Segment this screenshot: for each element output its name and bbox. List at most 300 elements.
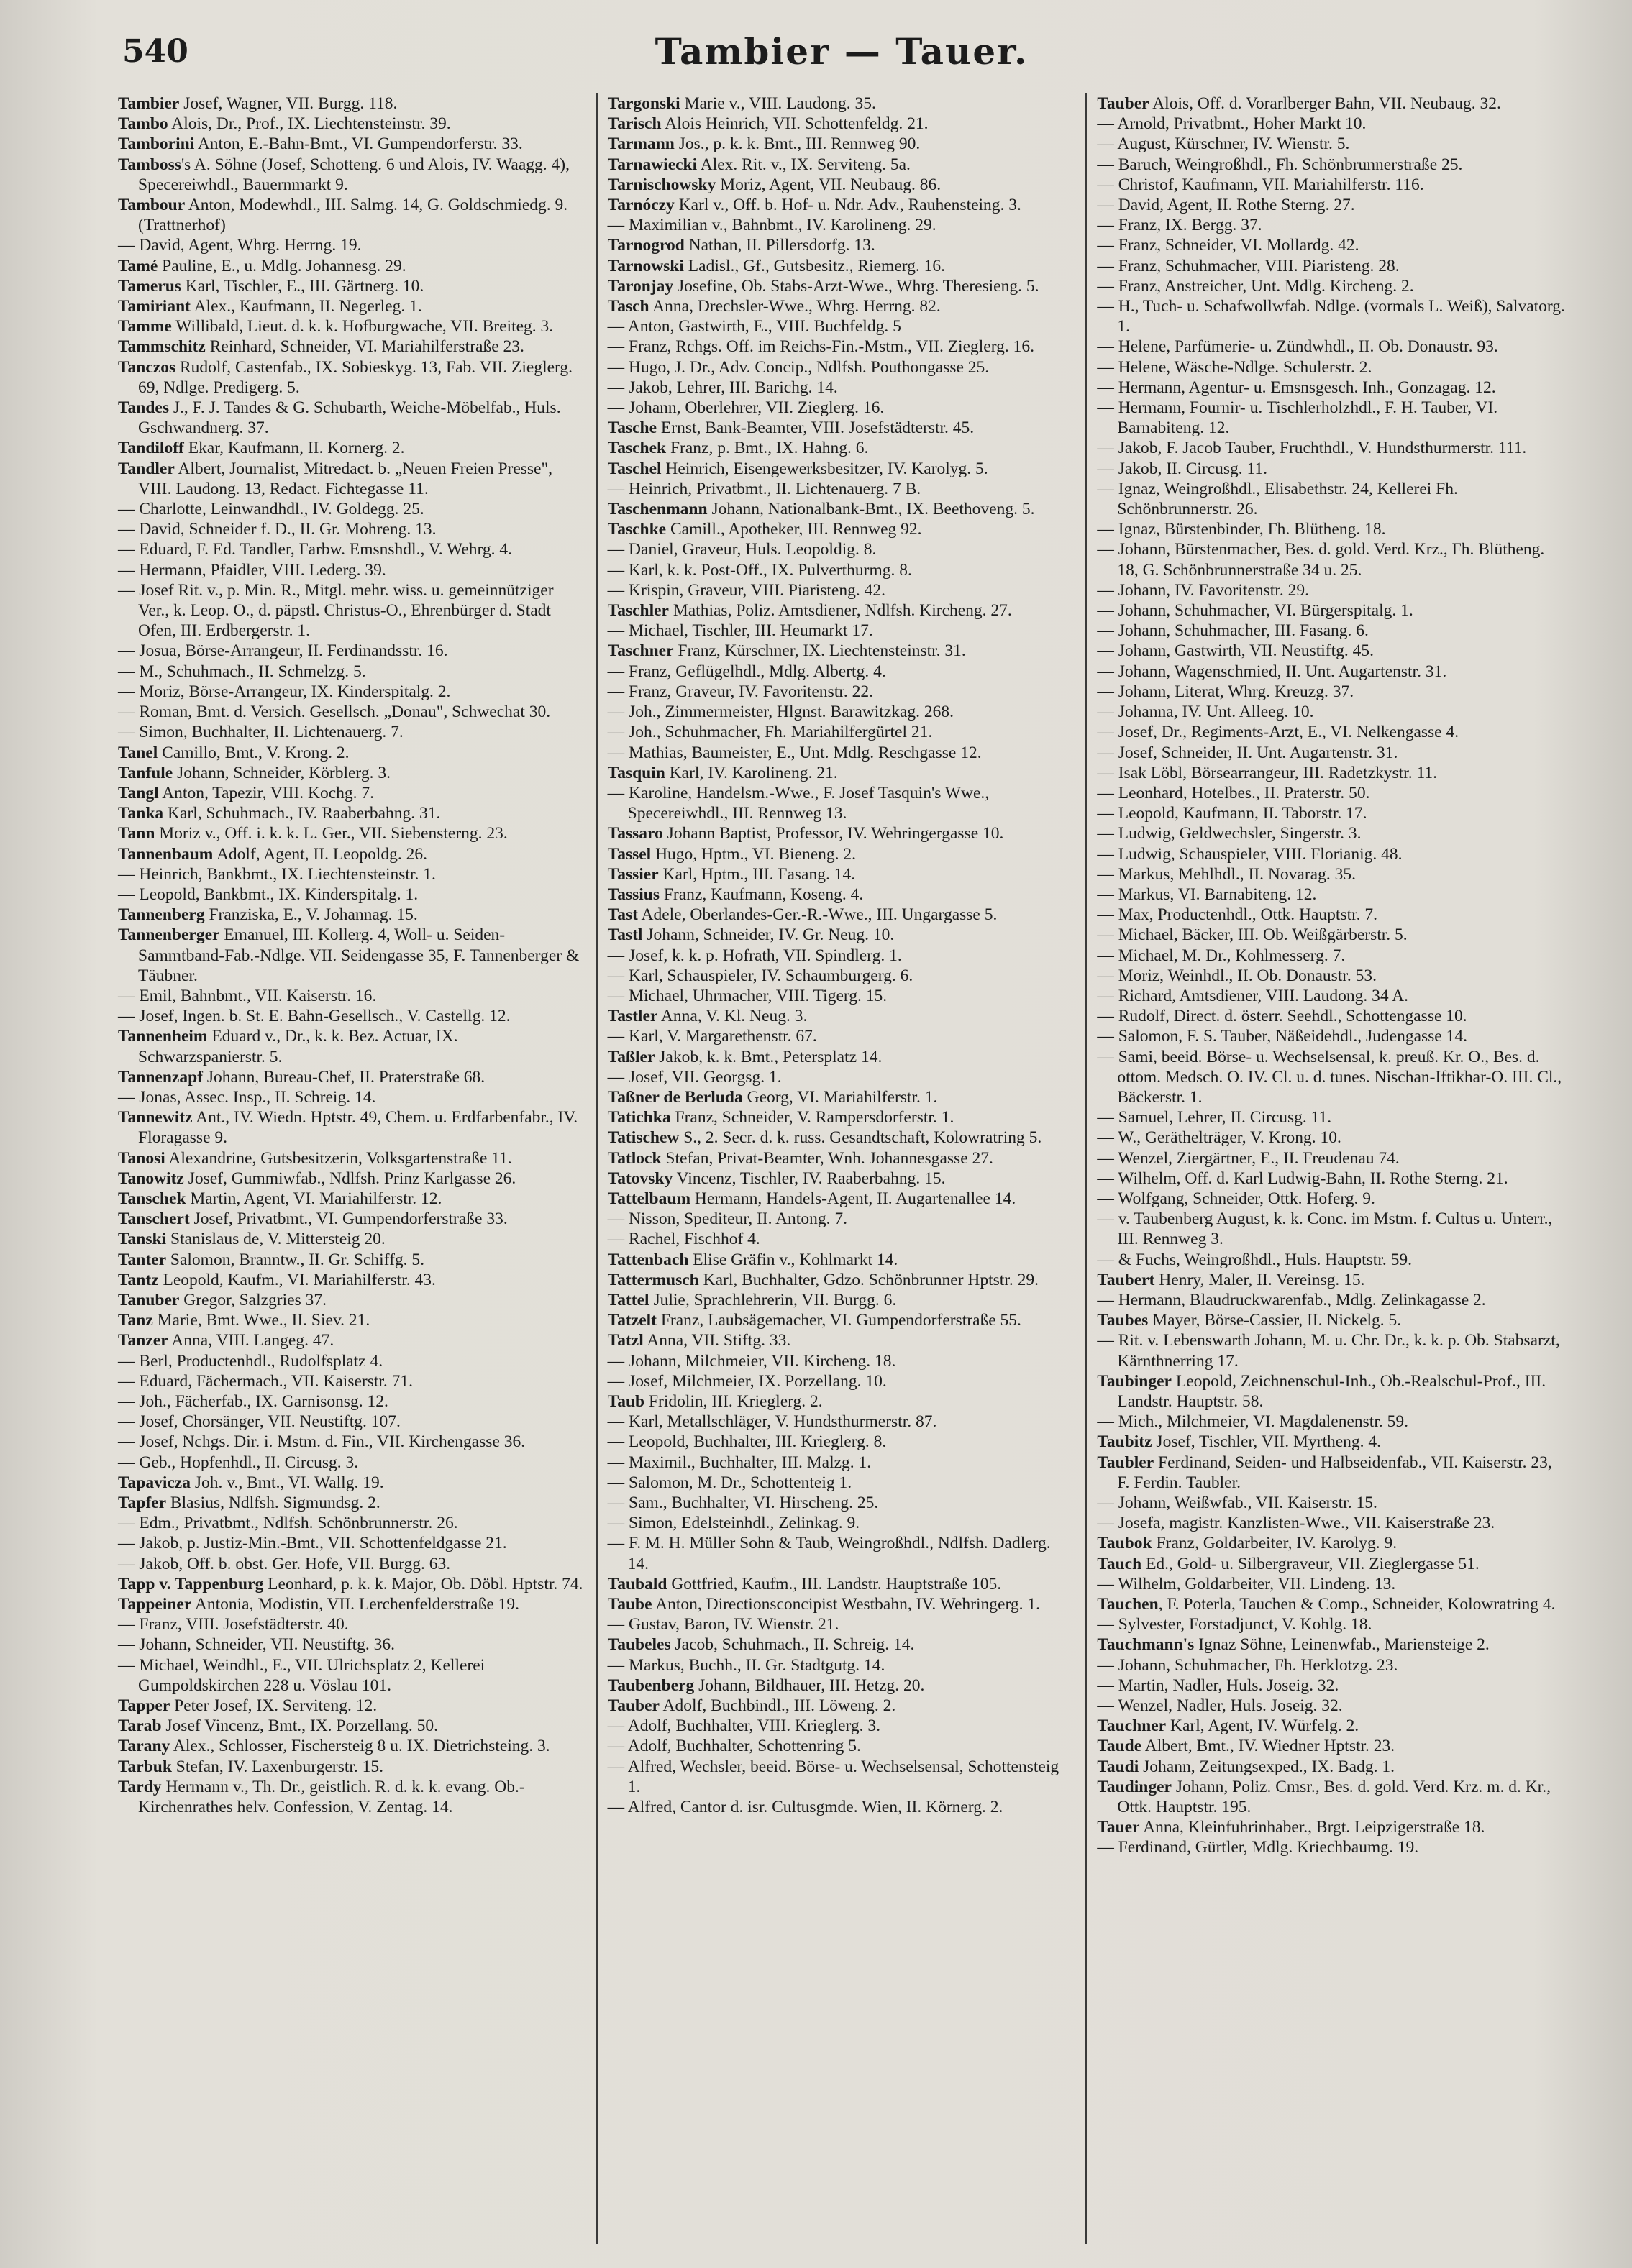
entry-surname: Tannenzapf (118, 1067, 203, 1087)
entry-details: — Josef, Chorsänger, VII. Neustiftg. 107. (118, 1412, 401, 1432)
entry-details: — Franz, Schuhmacher, VIII. Piaristeng. 28. (1097, 256, 1400, 275)
directory-entry (1097, 296, 1565, 337)
entry-details: Julie, Sprachlehrerin, VII. Burgg. 6. (649, 1290, 897, 1309)
directory-entry (1097, 1736, 1565, 1756)
directory-entry (118, 195, 586, 235)
directory-entry (1097, 1047, 1565, 1108)
entry-details: Anton, Tapezir, VIII. Kochg. 7. (158, 783, 374, 803)
entry-surname: Taub (607, 1392, 645, 1411)
directory-entry (608, 682, 1076, 702)
directory-entry (608, 539, 1076, 559)
entry-surname: Tassel (607, 844, 652, 864)
entry-surname: Tarisch (607, 114, 662, 134)
entry-details: — Helene, Parfümerie- u. Zündwhdl., II. Ob. Donaustr. 93. (1097, 337, 1498, 357)
directory-entry (1097, 1128, 1565, 1148)
directory-entry (1097, 905, 1565, 925)
entry-details: Nathan, II. Pillersdorfg. 13. (684, 236, 875, 255)
directory-entry (608, 1371, 1076, 1391)
entry-surname: Taschel (607, 459, 662, 478)
entry-details: — Jakob, p. Justiz-Min.-Bmt., VII. Schottenfeldgasse 21. (118, 1534, 507, 1553)
directory-entry (608, 560, 1076, 580)
entry-details: Franz, Schneider, V. Rampersdorferstr. 1. (670, 1108, 954, 1128)
entry-details: Camillo, Bmt., V. Krong. 2. (158, 743, 350, 762)
directory-entry (608, 884, 1076, 905)
entry-surname: Tannenberg (118, 905, 205, 925)
directory-entry (118, 1391, 586, 1412)
entry-details: Hermann v., Th. Dr., geistlich. R. d. k. k. evang. Ob.-Kirchenrathes helv. Confession, V. Zentag. 14. (138, 1777, 525, 1817)
directory-entry (608, 519, 1076, 539)
directory-entry (608, 337, 1076, 357)
entry-details: Leopold, Zeichnenschul-Inh., Ob.-Realschul-Prof., III. Landstr. Hauptstr. 58. (1117, 1371, 1546, 1411)
entry-surname: Tattermusch (607, 1270, 699, 1289)
directory-entry (118, 905, 586, 925)
directory-entry (118, 823, 586, 843)
directory-entry (118, 702, 586, 722)
entry-details: — Salomon, F. S. Tauber, Näßeidehdl., Judengasse 14. (1097, 1027, 1467, 1046)
directory-entry (608, 1229, 1076, 1249)
entry-details: — Johann, Schuhmacher, VI. Bürgerspitalg. 1. (1097, 601, 1413, 621)
directory-entry (608, 986, 1076, 1006)
directory-entry (1097, 743, 1565, 763)
directory-entry (118, 539, 586, 559)
entry-details: — Johanna, IV. Unt. Alleeg. 10. (1097, 703, 1314, 722)
directory-entry (608, 1473, 1076, 1493)
directory-entry (118, 1554, 586, 1574)
page-number: 540 (122, 33, 188, 70)
directory-entry (608, 499, 1076, 519)
entry-surname: Tambo (118, 114, 168, 134)
directory-entry (608, 580, 1076, 600)
directory-entry (1097, 823, 1565, 843)
entry-surname: Tanuber (118, 1290, 180, 1309)
entry-details: — Max, Productenhdl., Ottk. Hauptstr. 7. (1097, 905, 1378, 925)
entry-details: Jos., p. k. k. Bmt., III. Rennweg 90. (674, 134, 921, 154)
entry-details: — Samuel, Lehrer, II. Circusg. 11. (1097, 1108, 1332, 1128)
directory-entry (118, 1148, 586, 1169)
directory-entry (118, 1716, 586, 1736)
directory-entry (118, 235, 586, 255)
entry-details: — Sami, beeid. Börse- u. Wechselsensal, k. preuß. Kr. O., Bes. d. ottom. Medsch. O. IV. Cl. u. d. tunes. Nischan-Iftikhar-O. III. Cl., Bäckerstr. 1. (1097, 1047, 1562, 1107)
entry-details: — Mich., Milchmeier, VI. Magdalenenstr. 59. (1097, 1412, 1408, 1432)
entry-surname: Taßler (607, 1047, 655, 1066)
directory-entry (1097, 1209, 1565, 1249)
entry-details: — Josef, VII. Georgsg. 1. (607, 1067, 782, 1087)
directory-entry (608, 1675, 1076, 1696)
directory-entry (608, 1797, 1076, 1817)
entry-details: — Gustav, Baron, IV. Wienstr. 21. (607, 1615, 839, 1634)
entry-details: — Josef, Schneider, II. Unt. Augartenstr. 31. (1097, 743, 1398, 762)
directory-entry (1097, 1270, 1565, 1290)
directory-entry (1097, 1169, 1565, 1189)
directory-entry (1097, 1513, 1565, 1533)
entry-details: Karl, Agent, IV. Würfelg. 2. (1166, 1716, 1359, 1736)
directory-entry (1097, 783, 1565, 803)
entry-surname: Taubinger (1097, 1371, 1172, 1391)
entry-details: — Karl, Schauspieler, IV. Schaumburgerg. 6. (607, 966, 913, 985)
entry-details: — Josef, Nchgs. Dir. i. Mstm. d. Fin., VII. Kirchengasse 36. (118, 1432, 526, 1452)
directory-entry (608, 155, 1076, 175)
directory-entry (118, 682, 586, 702)
directory-entry (118, 155, 586, 195)
entry-details: — Maximil., Buchhalter, III. Malzg. 1. (607, 1453, 872, 1472)
directory-columns (108, 93, 1575, 2244)
entry-details: Franziska, E., V. Johannag. 15. (204, 905, 418, 925)
directory-entry (118, 1209, 586, 1229)
entry-surname: Tastler (607, 1007, 658, 1026)
entry-details: — Adolf, Buchhalter, Schottenring 5. (607, 1737, 861, 1756)
entry-details: — Maximilian v., Bahnbmt., IV. Karolineng. 29. (607, 216, 936, 235)
entry-details: — Roman, Bmt. d. Versich. Gesellsch. „Donau", Schwechat 30. (118, 703, 551, 722)
entry-details: — Michael, Uhrmacher, VIII. Tigerg. 15. (607, 986, 888, 1005)
entry-surname: Taube (607, 1595, 652, 1614)
entry-details: — Johann, Gastwirth, VII. Neustiftg. 45. (1097, 641, 1375, 661)
entry-details: — Helene, Wäsche-Ndlge. Schulerstr. 2. (1097, 357, 1372, 377)
directory-entry (118, 296, 586, 316)
entry-details: — Ludwig, Geldwechsler, Singerstr. 3. (1097, 824, 1362, 843)
directory-entry (608, 1757, 1076, 1797)
directory-entry (1097, 1817, 1565, 1837)
entry-details: — Eduard, F. Ed. Tandler, Farbw. Emsnshdl., V. Wehrg. 4. (118, 540, 513, 559)
directory-entry (1097, 1655, 1565, 1675)
entry-details: Alois, Dr., Prof., IX. Liechtensteinstr. 39. (168, 114, 451, 134)
entry-details: — W., Geräthelträger, V. Krong. 10. (1097, 1128, 1341, 1148)
entry-surname: Tambour (118, 196, 186, 215)
entry-details: Franz, Goldarbeiter, IV. Karolyg. 9. (1152, 1534, 1398, 1553)
entry-surname: Tatzl (607, 1331, 644, 1350)
entry-surname: Taubes (1097, 1311, 1149, 1330)
directory-entry (608, 418, 1076, 438)
entry-details: Franz, Laubsägemacher, VI. Gumpendorferstraße 55. (656, 1311, 1021, 1330)
directory-entry (608, 702, 1076, 722)
entry-details: Peter Josef, IX. Serviteng. 12. (170, 1696, 378, 1716)
page-header (108, 27, 1575, 78)
directory-entry (118, 1473, 586, 1493)
directory-entry (118, 1574, 586, 1594)
directory-entry (1097, 134, 1565, 154)
entry-surname: Tamerus (118, 276, 181, 296)
entry-details: — August, Kürschner, IV. Wienstr. 5. (1097, 134, 1350, 154)
entry-details: — Joh., Schuhmacher, Fh. Mariahilfergürtel 21. (607, 723, 933, 742)
directory-entry (608, 1047, 1076, 1067)
entry-surname: Tarnowski (607, 256, 684, 275)
entry-details: — Ludwig, Schauspieler, VIII. Florianig. 48. (1097, 844, 1403, 864)
directory-entry (1097, 155, 1565, 175)
entry-surname: Taubald (607, 1574, 667, 1593)
directory-entry (118, 1432, 586, 1452)
directory-entry (1097, 946, 1565, 966)
entry-details: Ladisl., Gf., Gutsbesitz., Riemerg. 16. (683, 256, 946, 275)
entry-details: Albert, Journalist, Mitredact. b. „Neuen Freien Presse", VIII. Laudong. 13, Redact. Fichtegasse 11. (138, 459, 552, 498)
entry-details: Anton, E.-Bahn-Bmt., VI. Gumpendorferstr. 33. (194, 134, 523, 154)
entry-surname: Taronjay (607, 276, 674, 296)
directory-entry (118, 519, 586, 539)
directory-entry (1097, 702, 1565, 722)
entry-details: J., F. J. Tandes & G. Schubarth, Weiche-Möbelfab., Huls. Gschwandnerg. 37. (138, 398, 561, 438)
entry-details: — Johann, Milchmeier, VII. Kircheng. 18. (607, 1351, 896, 1371)
directory-entry (1097, 641, 1565, 661)
entry-details: — Ignaz, Bürstenbinder, Fh. Blütheng. 18. (1097, 520, 1386, 539)
directory-entry (608, 93, 1076, 114)
entry-details: — M., Schuhmach., II. Schmelzg. 5. (118, 662, 366, 681)
entry-details: — Markus, Mehlhdl., II. Novarag. 35. (1097, 864, 1356, 884)
entry-surname: Tandler (118, 459, 175, 478)
entry-details: Mayer, Börse-Cassier, II. Nickelg. 5. (1148, 1311, 1402, 1330)
directory-entry (608, 1169, 1076, 1189)
entry-surname: Tatzelt (607, 1311, 657, 1330)
entry-details: Gregor, Salzgries 37. (179, 1290, 327, 1309)
entry-details: — Anton, Gastwirth, E., VIII. Buchfeldg. 5 (607, 317, 901, 337)
directory-entry (118, 884, 586, 905)
entry-details: — Wenzel, Ziergärtner, E., II. Freudenau 74. (1097, 1148, 1400, 1168)
directory-entry (1097, 459, 1565, 479)
entry-details: — Franz, Schneider, VI. Mollardg. 42. (1097, 236, 1359, 255)
directory-entry (118, 925, 586, 986)
entry-surname: Tassier (607, 864, 659, 884)
entry-surname: Tarab (118, 1716, 162, 1736)
directory-entry (118, 1777, 586, 1817)
entry-details: — Charlotte, Leinwandhdl., IV. Goldegg. 25. (118, 500, 424, 519)
entry-surname: Tarnogrod (607, 236, 685, 255)
directory-entry (118, 337, 586, 357)
entry-details: Stefan, Privat-Beamter, Wnh. Johannesgasse 27. (661, 1148, 993, 1168)
directory-entry (118, 1655, 586, 1696)
entry-details: — Arnold, Privatbmt., Hoher Markt 10. (1097, 114, 1367, 134)
directory-entry (1097, 175, 1565, 195)
entry-surname: Taubert (1097, 1270, 1155, 1289)
entry-surname: Tatichka (607, 1108, 671, 1128)
entry-details: Johann, Nationalbank-Bmt., IX. Beethoveng. 5. (707, 500, 1035, 519)
entry-surname: Tannenbaum (118, 844, 214, 864)
entry-surname: Tapavicza (118, 1473, 191, 1492)
entry-details: — Wilhelm, Off. d. Karl Ludwig-Bahn, II. Rothe Sterng. 21. (1097, 1169, 1508, 1188)
directory-entry (1097, 682, 1565, 702)
directory-entry (608, 1614, 1076, 1634)
directory-entry (118, 763, 586, 783)
entry-details: — Johann, Wagenschmied, II. Unt. Augartenstr. 31. (1097, 662, 1447, 681)
entry-details: Hugo, Hptm., VI. Bieneng. 2. (651, 844, 857, 864)
entry-details: Johann, Schneider, IV. Gr. Neug. 10. (642, 925, 895, 945)
entry-details: — Leopold, Kaufmann, II. Taborstr. 17. (1097, 804, 1367, 823)
directory-entry (608, 1087, 1076, 1107)
directory-entry (118, 1736, 586, 1756)
directory-entry (1097, 93, 1565, 114)
directory-entry (608, 1067, 1076, 1087)
entry-details: Alexandrine, Gutsbesitzerin, Volksgartenstraße 11. (165, 1148, 512, 1168)
directory-entry (118, 1310, 586, 1330)
entry-surname: Tasche (607, 419, 657, 438)
entry-details: — Johann, Schneider, VII. Neustiftg. 36. (118, 1635, 396, 1655)
entry-surname: Taschner (607, 641, 674, 661)
directory-entry (1097, 1493, 1565, 1513)
directory-entry (118, 844, 586, 864)
entry-surname: Tapfer (118, 1494, 167, 1513)
entry-surname: Tassaro (607, 824, 663, 843)
directory-entry (118, 783, 586, 803)
entry-details: — Daniel, Graveur, Huls. Leopoldig. 8. (607, 540, 877, 559)
directory-entry (118, 560, 586, 580)
entry-details: — Christof, Kaufmann, VII. Mariahilferstr. 116. (1097, 175, 1424, 194)
directory-entry (118, 114, 586, 134)
entry-details: Blasius, Ndlfsh. Sigmundsg. 2. (166, 1494, 380, 1513)
entry-details: S., 2. Secr. d. k. russ. Gesandtschaft, Kolowratring 5. (679, 1128, 1042, 1148)
entry-surname: Tarnóczy (607, 196, 675, 215)
entry-details: Jacob, Schuhmach., II. Schreig. 14. (670, 1635, 915, 1655)
directory-entry (1097, 276, 1565, 296)
directory-entry (118, 1270, 586, 1290)
directory-entry (1097, 215, 1565, 235)
entry-details: Johann Baptist, Professor, IV. Wehringergasse 10. (662, 824, 1004, 843)
entry-details: Heinrich, Eisengewerksbesitzer, IV. Karolyg. 5. (661, 459, 988, 478)
entry-details: Anna, V. Kl. Neug. 3. (657, 1007, 808, 1026)
entry-details: — Markus, VI. Barnabiteng. 12. (1097, 884, 1317, 904)
entry-details: — Heinrich, Bankbmt., IX. Liechtensteinstr. 1. (118, 864, 436, 884)
directory-entry (118, 1169, 586, 1189)
entry-surname: Tasquin (607, 763, 665, 782)
directory-entry (118, 398, 586, 438)
directory-entry (1097, 844, 1565, 864)
entry-surname: Tauch (1097, 1554, 1142, 1573)
entry-details: — Rudolf, Direct. d. österr. Seehdl., Schottengasse 10. (1097, 1007, 1467, 1026)
entry-details: Ekar, Kaufmann, II. Kornerg. 2. (183, 439, 405, 458)
entry-details: — Edm., Privatbmt., Ndlfsh. Schönbrunnerstr. 26. (118, 1514, 458, 1533)
directory-entry (608, 1107, 1076, 1128)
entry-details: Marie v., VIII. Laudong. 35. (680, 94, 876, 113)
entry-details: Mathias, Poliz. Amtsdiener, Ndlfsh. Kircheng. 27. (668, 601, 1012, 621)
directory-entry (118, 1493, 586, 1513)
entry-surname: Tapper (118, 1696, 170, 1716)
entry-details: — Moriz, Weinhdl., II. Ob. Donaustr. 53. (1097, 966, 1377, 985)
entry-surname: Tanosi (118, 1148, 165, 1168)
entry-details: — Joh., Zimmermeister, Hlgnst. Barawitzkag. 268. (607, 703, 954, 722)
entry-surname: Tandiloff (118, 439, 184, 458)
directory-entry (1097, 1574, 1565, 1594)
directory-entry (118, 641, 586, 661)
entry-details: — Simon, Buchhalter, II. Lichtenauerg. 7. (118, 723, 404, 742)
directory-entry (608, 1290, 1076, 1310)
directory-entry (608, 175, 1076, 195)
entry-surname: Tanski (118, 1230, 167, 1249)
entry-surname: Tamé (118, 256, 158, 275)
entry-surname: Taubeles (607, 1635, 671, 1655)
entry-details: — Johann, Schuhmacher, Fh. Herklotzg. 23. (1097, 1655, 1398, 1675)
entry-surname: Tamborini (118, 134, 195, 154)
entry-details: — Hermann, Blaudruckwarenfab., Mdlg. Zelinkagasse 2. (1097, 1290, 1486, 1309)
entry-surname: Tattel (607, 1290, 649, 1309)
directory-entry (608, 1026, 1076, 1046)
directory-entry (118, 580, 586, 641)
directory-entry (118, 1594, 586, 1614)
directory-entry (1097, 1006, 1565, 1026)
entry-surname: Taubenberg (607, 1675, 695, 1695)
entry-surname: Tammschitz (118, 337, 206, 357)
entry-surname: Tasch (607, 297, 649, 316)
entry-details: — Wolfgang, Schneider, Ottk. Hoferg. 9. (1097, 1189, 1375, 1208)
directory-entry (118, 276, 586, 296)
directory-entry (1097, 1837, 1565, 1857)
directory-entry (608, 1432, 1076, 1452)
directory-entry (118, 743, 586, 763)
directory-entry (1097, 1148, 1565, 1169)
directory-entry (1097, 1554, 1565, 1574)
entry-details: Franz, Kürschner, IX. Liechtensteinstr. 31. (673, 641, 966, 661)
directory-entry (1097, 1614, 1565, 1634)
entry-surname: Taubok (1097, 1534, 1152, 1553)
directory-entry (608, 235, 1076, 255)
directory-entry (118, 93, 586, 114)
entry-details: Josef, Tischler, VII. Myrtheng. 4. (1152, 1432, 1382, 1452)
entry-surname: Taude (1097, 1737, 1142, 1756)
entry-surname: Tapp v. Tappenburg (118, 1574, 264, 1593)
entry-details: — Rachel, Fischhof 4. (607, 1230, 760, 1249)
directory-entry (118, 1189, 586, 1209)
entry-details: — v. Taubenberg August, k. k. Conc. im Mstm. f. Cultus u. Unterr., III. Rennweg 3. (1097, 1210, 1553, 1249)
directory-entry (118, 134, 586, 154)
directory-entry (1097, 1250, 1565, 1270)
entry-details: — Franz, Anstreicher, Unt. Mdlg. Kircheng. 2. (1097, 276, 1414, 296)
entry-details: — Josef, Ingen. b. St. E. Bahn-Gesellsch., V. Castellg. 12. (118, 1007, 511, 1026)
directory-entry (608, 1533, 1076, 1573)
entry-surname: Targonski (607, 94, 680, 113)
directory-entry (608, 378, 1076, 398)
directory-entry (118, 803, 586, 823)
entry-surname: Tatischew (607, 1128, 680, 1148)
entry-details: — Adolf, Buchhalter, VIII. Krieglerg. 3. (607, 1716, 880, 1736)
entry-details: Karl, IV. Karolineng. 21. (665, 763, 838, 782)
directory-entry (608, 600, 1076, 621)
entry-details: — Jakob, Off. b. obst. Ger. Hofe, VII. Burgg. 63. (118, 1554, 451, 1573)
directory-entry (1097, 986, 1565, 1006)
entry-details: — Karl, V. Margarethenstr. 67. (607, 1027, 817, 1046)
directory-entry (608, 783, 1076, 823)
directory-entry (608, 844, 1076, 864)
entry-surname: Tauchner (1097, 1716, 1167, 1736)
entry-details: — Ferdinand, Gürtler, Mdlg. Kriechbaumg. 19. (1097, 1838, 1419, 1857)
entry-details: Pauline, E., u. Mdlg. Johannesg. 29. (158, 256, 406, 275)
directory-entry (608, 1330, 1076, 1350)
directory-entry (118, 662, 586, 682)
directory-entry (608, 256, 1076, 276)
entry-details: — Josefa, magistr. Kanzlisten-Wwe., VII. Kaiserstraße 23. (1097, 1514, 1495, 1533)
entry-details: Albert, Bmt., IV. Wiedner Hptstr. 23. (1141, 1737, 1395, 1756)
directory-entry (118, 357, 586, 398)
entry-surname: Tandes (118, 398, 169, 418)
entry-details: Alex., Kaufmann, II. Negerleg. 1. (190, 297, 422, 316)
entry-surname: Taschenmann (607, 500, 708, 519)
entry-details: — Josef, Milchmeier, IX. Porzellang. 10. (607, 1371, 887, 1391)
entry-details: — Geb., Hopfenhdl., II. Circusg. 3. (118, 1453, 359, 1472)
directory-entry (118, 438, 586, 458)
entry-surname: Tangl (118, 783, 159, 803)
entry-details: — & Fuchs, Weingroßhdl., Huls. Hauptstr. 59. (1097, 1250, 1412, 1269)
column-right (1085, 93, 1575, 2244)
directory-entry (1097, 539, 1565, 580)
directory-entry (608, 621, 1076, 641)
entry-details: Stanislaus de, V. Mittersteig 20. (166, 1230, 386, 1249)
entry-details: Alex., Schlosser, Fischersteig 8 u. IX. Dietrichsteing. 3. (170, 1737, 550, 1756)
entry-surname: Tann (118, 824, 155, 843)
directory-entry (118, 1634, 586, 1655)
column-middle (596, 93, 1086, 2244)
entry-details: Ed., Gold- u. Silbergraveur, VII. Zieglergasse 51. (1141, 1554, 1480, 1573)
entry-details: Emanuel, III. Kollerg. 4, Woll- u. Seiden-Sammtband-Fab.-Ndlge. VII. Seidengasse 35, F. Tannenberger & Täubner. (138, 925, 580, 985)
entry-details: Johann, Schneider, Körblerg. 3. (173, 763, 391, 782)
entry-details: Johann, Bureau-Chef, II. Praterstraße 68. (202, 1067, 486, 1087)
directory-entry (1097, 1757, 1565, 1777)
directory-entry (118, 1533, 586, 1553)
entry-details: — F. M. H. Müller Sohn & Taub, Weingroßhdl., Ndlfsh. Dadlerg. 14. (607, 1534, 1051, 1573)
entry-details: — Jonas, Assec. Insp., II. Schreig. 14. (118, 1087, 376, 1107)
entry-surname: Tast (607, 905, 638, 925)
